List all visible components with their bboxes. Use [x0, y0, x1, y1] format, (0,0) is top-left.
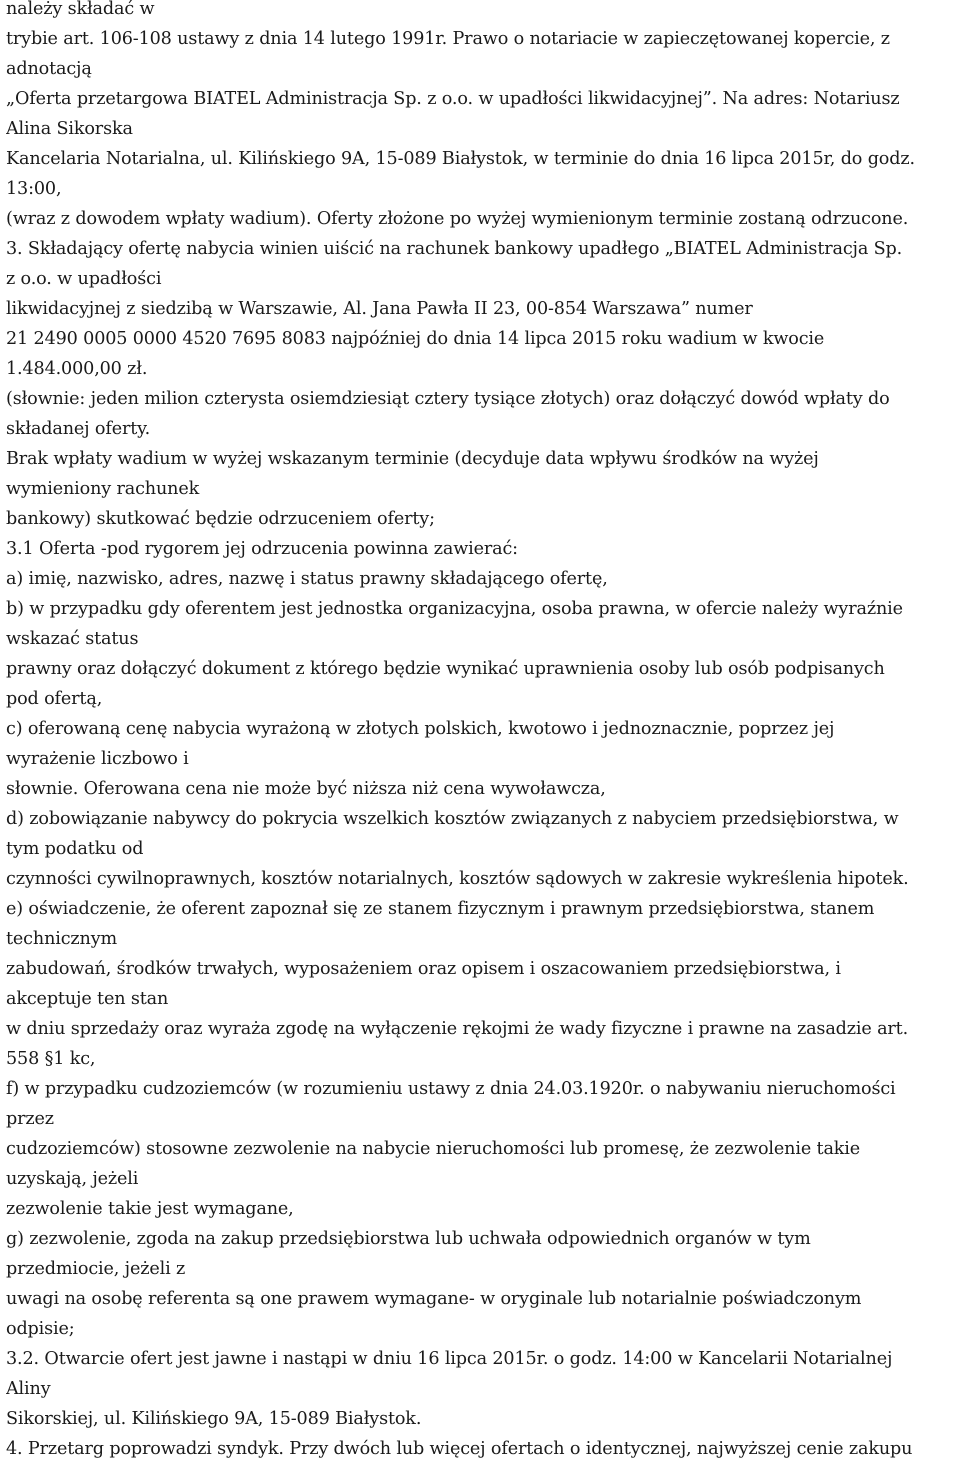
text-line: 13:00,: [6, 179, 62, 199]
text-line: (słownie: jeden milion czterysta osiemdziesiąt cztery tysiące złotych) oraz dołączyć dowód wpłaty do: [6, 389, 890, 409]
text-line: b) w przypadku gdy oferentem jest jednostka organizacyjna, osoba prawna, w ofercie należy wyraźnie: [6, 599, 903, 619]
text-line: z o.o. w upadłości: [6, 269, 162, 289]
text-line: wymieniony rachunek: [6, 479, 200, 499]
text-line: Brak wpłaty wadium w wyżej wskazanym terminie (decyduje data wpływu środków na wyżej: [6, 449, 819, 469]
text-line: pod ofertą,: [6, 689, 103, 709]
text-line: uzyskają, jeżeli: [6, 1169, 139, 1189]
text-line: technicznym: [6, 929, 118, 949]
text-line: przez: [6, 1109, 54, 1129]
text-line: f) w przypadku cudzoziemców (w rozumieniu ustawy z dnia 24.03.1920r. o nabywaniu nieruchomości: [6, 1079, 896, 1099]
text-line: 558 §1 kc,: [6, 1049, 96, 1069]
text-line: tym podatku od: [6, 839, 144, 859]
text-line: słownie. Oferowana cena nie może być niższa niż cena wywoławcza,: [6, 779, 606, 799]
text-line: Alina Sikorska: [6, 119, 133, 139]
text-line: 21 2490 0005 0000 4520 7695 8083 najpóźniej do dnia 14 lipca 2015 roku wadium w kwocie: [6, 329, 825, 349]
text-line: a) imię, nazwisko, adres, nazwę i status prawny składającego ofertę,: [6, 569, 608, 589]
text-line: uwagi na osobę referenta są one prawem wymagane- w oryginale lub notarialnie poświadczonym: [6, 1289, 862, 1309]
text-line: należy składać w: [6, 0, 155, 19]
text-line: Kancelaria Notarialna, ul. Kilińskiego 9A, 15-089 Białystok, w terminie do dnia 16 lipca 2015r, do godz.: [6, 149, 915, 169]
text-line: „Oferta przetargowa BIATEL Administracja Sp. z o.o. w upadłości likwidacyjnej”. Na adres: Notariusz: [6, 89, 900, 109]
text-line: składanej oferty.: [6, 419, 151, 439]
text-line: wyrażenie liczbowo i: [6, 749, 189, 769]
text-line: adnotacją: [6, 59, 92, 79]
text-line: 3.1 Oferta -pod rygorem jej odrzucenia powinna zawierać:: [6, 539, 518, 559]
text-line: cudzoziemców) stosowne zezwolenie na nabycie nieruchomości lub promesę, że zezwolenie takie: [6, 1139, 861, 1159]
text-line: zezwolenie takie jest wymagane,: [6, 1199, 294, 1219]
text-line: zabudowań, środków trwałych, wyposażeniem oraz opisem i oszacowaniem przedsiębiorstwa, i: [6, 959, 841, 979]
text-line: trybie art. 106-108 ustawy z dnia 14 lutego 1991r. Prawo o notariacie w zapieczętowanej kopercie, z: [6, 29, 890, 49]
text-line: Sikorskiej, ul. Kilińskiego 9A, 15-089 Białystok.: [6, 1409, 422, 1429]
text-line: (wraz z dowodem wpłaty wadium). Oferty złożone po wyżej wymienionym terminie zostaną odrzucone.: [6, 209, 909, 229]
text-line: wskazać status: [6, 629, 139, 649]
text-line: 4. Przetarg poprowadzi syndyk. Przy dwóch lub więcej ofertach o identycznej, najwyższej cenie zakupu: [6, 1439, 913, 1459]
text-line: odpisie;: [6, 1319, 75, 1339]
text-line: przedmiocie, jeżeli z: [6, 1259, 186, 1279]
text-line: akceptuje ten stan: [6, 989, 169, 1009]
text-line: czynności cywilnoprawnych, kosztów notarialnych, kosztów sądowych w zakresie wykreślenia hipotek.: [6, 869, 909, 889]
text-line: e) oświadczenie, że oferent zapoznał się ze stanem fizycznym i prawnym przedsiębiorstwa, stanem: [6, 899, 875, 919]
text-line: 3. Składający ofertę nabycia winien uiścić na rachunek bankowy upadłego „BIATEL Administracja Sp.: [6, 239, 903, 259]
text-line: Aliny: [6, 1379, 51, 1399]
text-line: c) oferowaną cenę nabycia wyrażoną w złotych polskich, kwotowo i jednoznacznie, poprzez jej: [6, 719, 835, 739]
text-line: g) zezwolenie, zgoda na zakup przedsiębiorstwa lub uchwała odpowiednich organów w tym: [6, 1229, 811, 1249]
text-line: bankowy) skutkować będzie odrzuceniem oferty;: [6, 509, 435, 529]
document-page: [6, 0, 956, 1466]
text-line: prawny oraz dołączyć dokument z którego będzie wynikać uprawnienia osoby lub osób podpisanych: [6, 659, 885, 679]
text-line: w dniu sprzedaży oraz wyraża zgodę na wyłączenie rękojmi że wady fizyczne i prawne na zasadzie art.: [6, 1019, 909, 1039]
text-line: 3.2. Otwarcie ofert jest jawne i nastąpi w dniu 16 lipca 2015r. o godz. 14:00 w Kancelarii Notarialnej: [6, 1349, 893, 1369]
text-line: 1.484.000,00 zł.: [6, 359, 148, 379]
text-line: d) zobowiązanie nabywcy do pokrycia wszelkich kosztów związanych z nabyciem przedsiębiorstwa, w: [6, 809, 899, 829]
text-line: likwidacyjnej z siedzibą w Warszawie, Al. Jana Pawła II 23, 00-854 Warszawa” numer: [6, 299, 753, 319]
